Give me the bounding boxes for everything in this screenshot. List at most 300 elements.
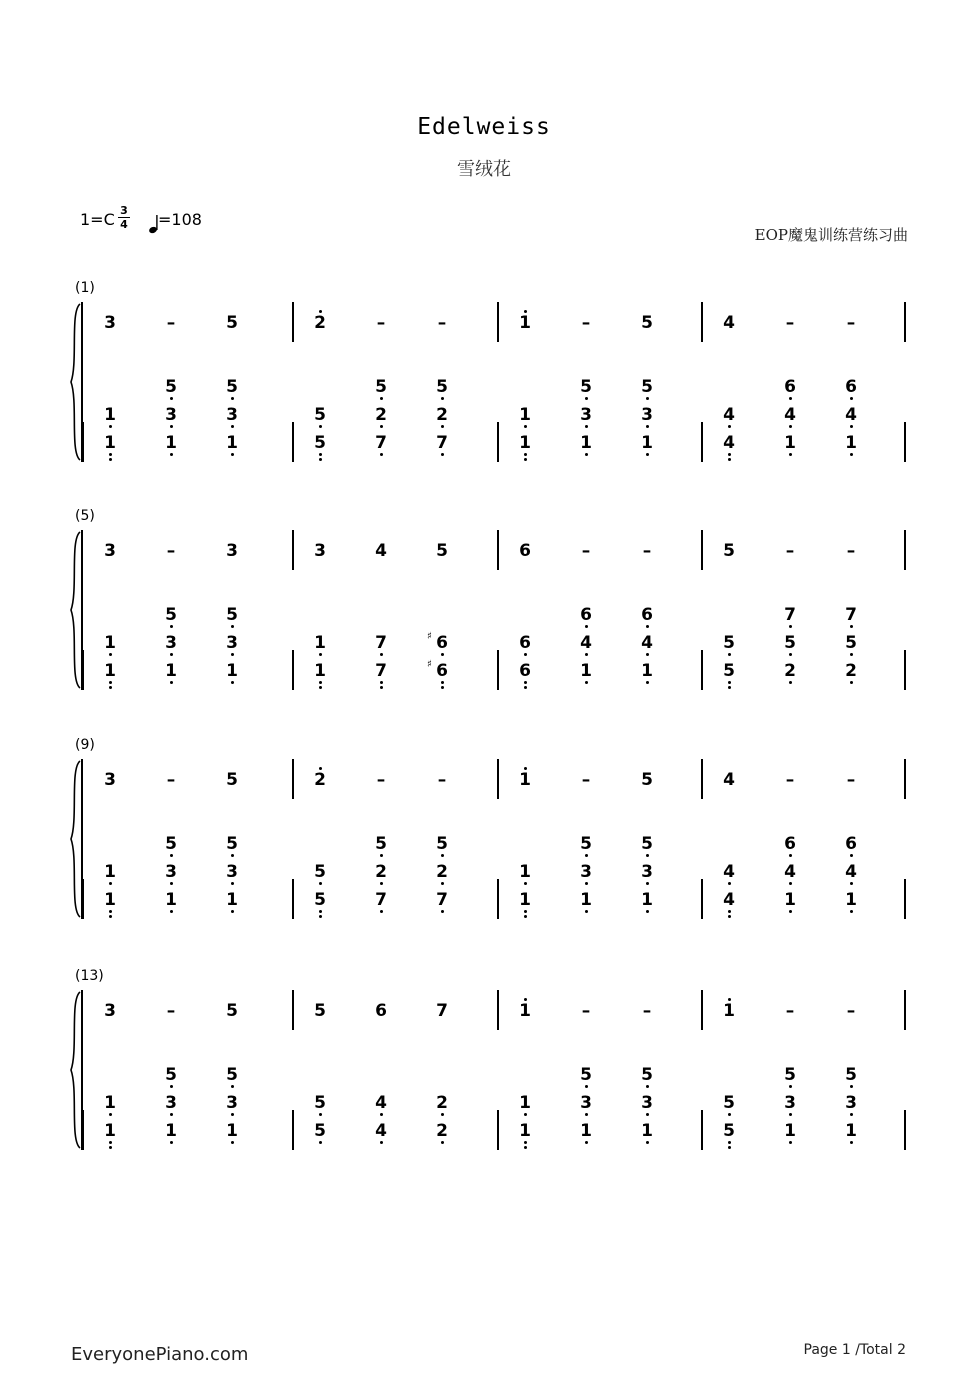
lh-note [780,862,800,882]
rh-note [432,1001,452,1021]
time-signature-top: 3 [120,204,128,217]
lh-note-digit: 6 [845,377,857,397]
lh-note-digit: 7 [436,433,448,453]
octave-dot-low [441,882,444,885]
lh-note [780,405,800,425]
rh-note [222,541,242,561]
octave-dot-low [231,1113,234,1116]
lh-note-digit: 1 [784,433,796,453]
lh-note-digit: 5 [165,377,177,397]
octave-dot-low [170,1141,173,1144]
octave-dot-low [319,458,322,461]
lh-note [222,1093,242,1113]
lh-note [161,405,181,425]
octave-dot-low [109,1146,112,1149]
bar-line [292,990,294,1030]
lh-note [222,433,242,453]
lh-note [161,605,181,625]
lh-note-digit: 1 [104,661,116,681]
rh-note-digit: 5 [314,1001,326,1021]
octave-dot-low [319,1113,322,1116]
lh-note [576,862,596,882]
octave-dot-low [231,425,234,428]
lh-note-digit: 5 [226,377,238,397]
lh-note-digit: 2 [375,405,387,425]
octave-dot-low [728,425,731,428]
rh-note-digit: – [166,541,176,561]
lh-note-digit: 1 [580,661,592,681]
rh-note [515,313,535,333]
octave-dot-low [231,1085,234,1088]
octave-dot-low [170,681,173,684]
rh-note-digit: 5 [226,770,238,790]
lh-note-digit: 2 [845,661,857,681]
octave-dot-low [850,1085,853,1088]
time-signature-bottom: 4 [120,218,128,231]
lh-note [576,605,596,625]
lh-note-digit: 5 [845,633,857,653]
bar-line [904,879,906,919]
octave-dot-low [789,1085,792,1088]
rh-note [432,313,452,333]
lh-note-digit: 1 [784,1121,796,1141]
rh-note-digit: – [581,770,591,790]
lh-note [100,433,120,453]
lh-note-digit: 4 [375,1121,387,1141]
lh-note [637,377,657,397]
rh-note-digit: 3 [104,541,116,561]
lh-note-digit: 3 [226,1093,238,1113]
rh-note-digit: 5 [436,541,448,561]
lh-note [371,377,391,397]
lh-note [780,377,800,397]
octave-dot-low [380,453,383,456]
octave-dot-low [109,453,112,456]
lh-note [719,862,739,882]
rh-note-digit: 5 [641,313,653,333]
lh-note [576,834,596,854]
lh-note-digit: 5 [784,633,796,653]
lh-note-digit: 2 [375,862,387,882]
rh-note [719,770,739,790]
rh-note-digit: 1 [519,1001,531,1021]
bar-line [497,530,499,570]
lh-note-digit: 1 [519,1121,531,1141]
lh-note [432,890,452,910]
octave-dot-low [109,1141,112,1144]
octave-dot-low [585,681,588,684]
lh-note-digit: 1 [165,1121,177,1141]
octave-dot-low [319,681,322,684]
octave-dot-low [646,425,649,428]
octave-dot-low [109,910,112,913]
octave-dot-low [380,910,383,913]
octave-dot-low [380,854,383,857]
rh-note-digit: 3 [104,1001,116,1021]
bar-line [497,650,499,690]
rh-note-digit: – [166,1001,176,1021]
grand-staff-brace [68,302,82,462]
lh-note [515,661,535,681]
rh-note [637,770,657,790]
octave-dot-low [728,882,731,885]
bar-line [497,422,499,462]
lh-note [161,862,181,882]
octave-dot-low [170,1085,173,1088]
octave-dot-low [850,854,853,857]
bar-line [292,1110,294,1150]
lh-note [637,890,657,910]
lh-note-digit: 1 [641,890,653,910]
rh-note-digit: 7 [436,1001,448,1021]
lh-note-digit: 5 [314,1093,326,1113]
lh-note-digit: 1 [641,1121,653,1141]
lh-note [161,661,181,681]
rh-note [841,541,861,561]
lh-note-digit: 6 [436,633,448,653]
lh-note [841,605,861,625]
bar-line [701,879,703,919]
system-number: (9) [75,737,95,753]
lh-note-digit: 1 [580,433,592,453]
lh-note-digit: 5 [314,1121,326,1141]
octave-dot-low [646,882,649,885]
lh-note [576,1093,596,1113]
lh-note-digit: 3 [165,633,177,653]
octave-dot-low [170,854,173,857]
rh-note [576,313,596,333]
lh-note-digit: 5 [375,834,387,854]
lh-note [780,1093,800,1113]
octave-dot-low [646,1141,649,1144]
lh-note [515,1121,535,1141]
octave-dot-low [789,1141,792,1144]
octave-dot-high [319,767,322,770]
octave-dot-low [170,453,173,456]
rh-note [515,770,535,790]
lh-note [637,1065,657,1085]
octave-dot-low [231,681,234,684]
lh-note [637,834,657,854]
octave-dot-low [850,625,853,628]
octave-dot-low [646,653,649,656]
octave-dot-low [319,653,322,656]
lh-note [222,1065,242,1085]
lh-note-digit: 5 [165,605,177,625]
rh-note-digit: – [785,1001,795,1021]
lh-note-digit: 4 [723,433,735,453]
octave-dot-low [380,1141,383,1144]
octave-dot-low [109,653,112,656]
octave-dot-low [380,686,383,689]
bar-line [904,1110,906,1150]
lh-note-digit: 5 [436,834,448,854]
rh-note [100,770,120,790]
rh-note-digit: – [785,313,795,333]
rh-note-digit: 3 [314,541,326,561]
lh-note-digit: 5 [723,1093,735,1113]
lh-note-digit: 6 [519,661,531,681]
rh-note-digit: 3 [104,313,116,333]
rh-note [161,1001,181,1021]
lh-note [371,405,391,425]
rh-note-digit: – [166,770,176,790]
grand-staff-brace [68,990,82,1150]
octave-dot-low [109,1113,112,1116]
lh-note-digit: 1 [519,1093,531,1113]
lh-note-digit: 1 [845,1121,857,1141]
lh-note-digit: 5 [580,834,592,854]
lh-note-digit: 1 [226,1121,238,1141]
octave-dot-low [109,686,112,689]
bar-line [497,302,499,342]
lh-note-digit: 3 [226,633,238,653]
lh-note [515,405,535,425]
octave-dot-low [524,915,527,918]
octave-dot-low [585,854,588,857]
octave-dot-low [109,458,112,461]
octave-dot-low [789,1113,792,1116]
bar-line [701,302,703,342]
bar-line [701,759,703,799]
lh-note [576,1121,596,1141]
lh-note [432,405,452,425]
lh-note-digit: 5 [723,661,735,681]
lh-note-digit: 5 [641,377,653,397]
lh-note-digit: 1 [519,890,531,910]
rh-note [719,313,739,333]
lh-note [780,633,800,653]
lh-note-digit: 7 [845,605,857,625]
lh-note [637,862,657,882]
rh-note [780,541,800,561]
lh-note-digit: 2 [436,1121,448,1141]
octave-dot-low [646,681,649,684]
lh-note-digit: 6 [641,605,653,625]
octave-dot-low [524,425,527,428]
lh-note [841,1093,861,1113]
octave-dot-low [728,458,731,461]
lh-note [719,1121,739,1141]
rh-note [371,770,391,790]
lh-note [371,661,391,681]
lh-note-digit: 4 [845,405,857,425]
bar-line [82,1110,84,1150]
octave-dot-low [585,1141,588,1144]
lh-note [515,890,535,910]
octave-dot-low [231,653,234,656]
rh-note-digit: – [581,313,591,333]
octave-dot-high [524,998,527,1001]
lh-note-digit: 1 [165,661,177,681]
bar-line [904,302,906,342]
rh-note [371,541,391,561]
rh-note-digit: 5 [723,541,735,561]
bar-line [701,990,703,1030]
lh-note [841,1121,861,1141]
bar-line [701,650,703,690]
rh-note-digit: 1 [723,1001,735,1021]
rh-note-digit: 5 [226,313,238,333]
lh-note [432,1121,452,1141]
rh-note [432,541,452,561]
lh-note [576,633,596,653]
rh-note-digit: – [376,770,386,790]
rh-note [841,770,861,790]
octave-dot-low [231,397,234,400]
lh-note [161,834,181,854]
rh-note-digit: – [642,1001,652,1021]
lh-note [222,1121,242,1141]
lh-note-digit: 1 [641,661,653,681]
bar-line [904,422,906,462]
rh-note [637,1001,657,1021]
octave-dot-low [231,910,234,913]
lh-note-digit: 6 [519,633,531,653]
bar-line [292,530,294,570]
octave-dot-low [646,397,649,400]
rh-note-digit: 4 [375,541,387,561]
lh-note [780,605,800,625]
lh-note-digit: 3 [784,1093,796,1113]
rh-note [432,770,452,790]
octave-dot-low [109,425,112,428]
lh-note-digit: 4 [784,862,796,882]
lh-note [515,633,535,653]
sharp-sign: ♯ [427,659,432,670]
octave-dot-low [170,1113,173,1116]
lh-note-digit: 1 [519,405,531,425]
lh-note-digit: 3 [580,405,592,425]
lh-note [371,1121,391,1141]
lh-note [161,633,181,653]
website-footer: EveryonePiano.com [71,1344,249,1365]
octave-dot-low [850,882,853,885]
rh-note [310,541,330,561]
octave-dot-low [524,653,527,656]
octave-dot-low [231,625,234,628]
lh-note-digit: 5 [314,862,326,882]
rh-note-digit: – [846,1001,856,1021]
lh-note [371,834,391,854]
octave-dot-high [319,310,322,313]
octave-dot-low [524,458,527,461]
octave-dot-low [319,882,322,885]
lh-note [222,834,242,854]
lh-note-digit: 5 [784,1065,796,1085]
octave-dot-low [441,854,444,857]
bar-line [82,422,84,462]
lh-note-digit: 5 [723,633,735,653]
lh-note [637,605,657,625]
lh-note-digit: 5 [375,377,387,397]
octave-dot-low [789,854,792,857]
octave-dot-low [441,397,444,400]
bar-line [701,1110,703,1150]
lh-note [637,1121,657,1141]
octave-dot-low [231,453,234,456]
lh-note-digit: 4 [845,862,857,882]
lh-note [427,631,452,653]
page-number: Page 1 /Total 2 [803,1342,906,1358]
system-number: (5) [75,508,95,524]
lh-note-digit: 4 [375,1093,387,1113]
lh-note-digit: 6 [580,605,592,625]
rh-note-digit: 5 [226,1001,238,1021]
rh-note-digit: – [642,541,652,561]
rh-note [222,313,242,333]
lh-note [222,405,242,425]
octave-dot-low [585,882,588,885]
octave-dot-low [441,686,444,689]
lh-note-digit: 5 [226,1065,238,1085]
lh-note-digit: 3 [165,405,177,425]
rh-note-digit: 2 [314,770,326,790]
octave-dot-low [319,453,322,456]
lh-note [100,1093,120,1113]
lh-note-digit: 7 [375,433,387,453]
rh-note-digit: – [581,541,591,561]
lh-note-digit: 1 [226,661,238,681]
bar-line [497,759,499,799]
rh-note-digit: 5 [641,770,653,790]
credit-text: EOP魔鬼训练营练习曲 [754,226,908,244]
lh-note-digit: 4 [641,633,653,653]
octave-dot-low [728,686,731,689]
rh-note-digit: 1 [519,313,531,333]
octave-dot-low [380,681,383,684]
lh-note-digit: 4 [723,862,735,882]
octave-dot-low [789,397,792,400]
rh-note [780,1001,800,1021]
lh-note [841,433,861,453]
lh-note [719,890,739,910]
lh-note-digit: 5 [641,834,653,854]
lh-note-digit: 2 [784,661,796,681]
lh-note [576,1065,596,1085]
bar-line [292,759,294,799]
rh-note [515,1001,535,1021]
lh-note-digit: 3 [580,1093,592,1113]
rh-note [841,313,861,333]
lh-note-digit: 1 [165,890,177,910]
lh-note-digit: 1 [784,890,796,910]
rh-note-digit: 4 [723,770,735,790]
octave-dot-low [524,686,527,689]
lh-note [576,890,596,910]
lh-note [841,377,861,397]
rh-note [100,541,120,561]
octave-dot-low [231,882,234,885]
lh-note [310,633,330,653]
octave-dot-low [728,1141,731,1144]
rh-note-digit: – [437,313,447,333]
lh-note-digit: 5 [226,605,238,625]
octave-dot-low [850,653,853,656]
octave-dot-low [646,910,649,913]
rh-note [161,541,181,561]
lh-note [310,661,330,681]
system-number: (13) [75,968,104,984]
rh-note-digit: – [581,1001,591,1021]
octave-dot-low [319,915,322,918]
octave-dot-low [585,910,588,913]
octave-dot-low [789,882,792,885]
lh-note-digit: 3 [165,862,177,882]
octave-dot-low [728,910,731,913]
lh-note-digit: 1 [519,433,531,453]
bar-line [904,990,906,1030]
